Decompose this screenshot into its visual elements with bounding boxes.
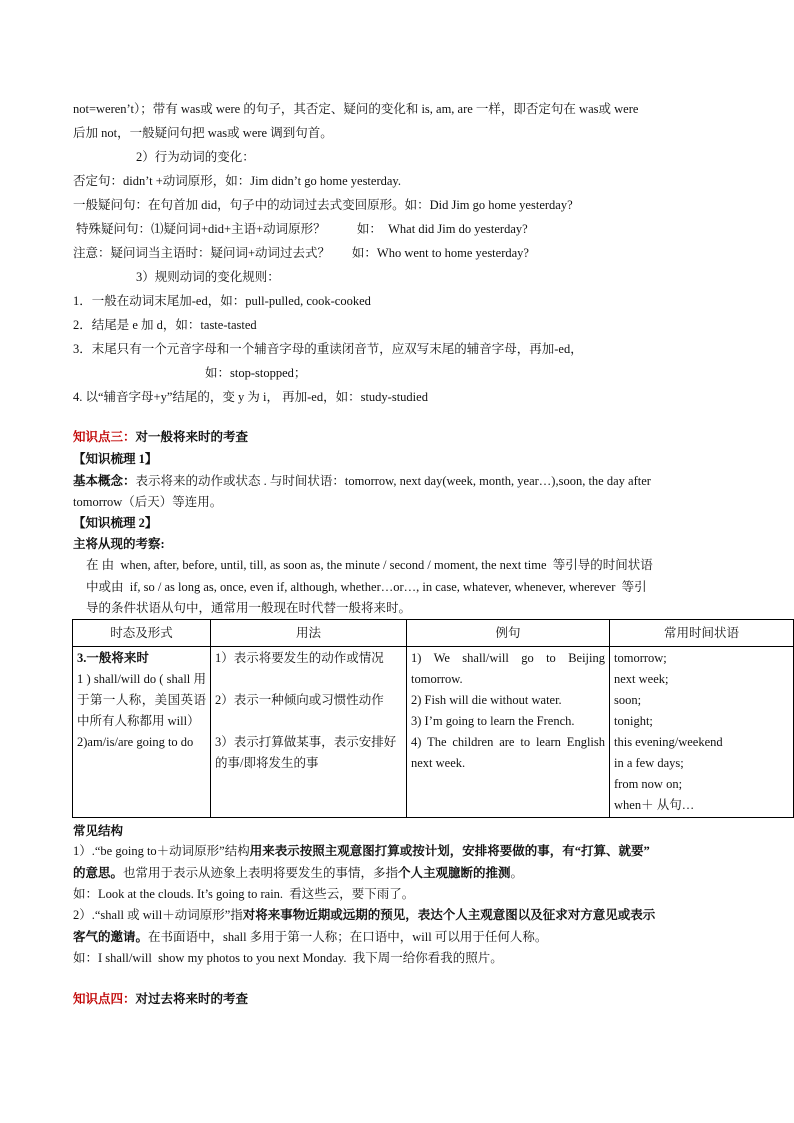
rule-paragraph-1: 在 由 when, after, before, until, till, as soon as, the minute / second / moment, the next time 等引导的时间状语: [86, 558, 653, 572]
basic-concept: [73, 473, 651, 490]
knowledge-sort-1: 【知识梳理 1】: [73, 452, 158, 466]
structure-1-line-2: [73, 865, 523, 882]
table-header-usage: 用法: [211, 620, 407, 647]
time-4: tonight;: [614, 714, 653, 728]
basic-concept-text: 表示将来的动作或状态 . 与时间状语：tomorrow, next day(week, month, year…),soon, the day after: [135, 474, 651, 488]
time-2: next week;: [614, 672, 669, 686]
time-7: from now on;: [614, 777, 683, 791]
section-4-title: 对过去将来时的考查: [135, 992, 249, 1006]
grammar-line-negative: 否定句：didn’t +动词原形，如：Jim didn’t go home yesterday.: [73, 174, 401, 188]
usage-1: 1）表示将要发生的动作或情况: [215, 651, 384, 665]
time-5: this evening/weekend: [614, 735, 723, 749]
tense-form-b: 2)am/is/are going to do: [77, 735, 194, 749]
grammar-subheading-2: 2）行为动词的变化：: [136, 150, 255, 164]
basic-concept-cont: tomorrow（后天）等连用。: [73, 495, 223, 509]
section-4-heading: [73, 991, 248, 1008]
usage-3: 3）表示打算做某事，表示安排好的事/即将发生的事: [215, 735, 397, 770]
structure-1-bold-3: 个人主观臆断的推测: [398, 866, 511, 880]
rule-paragraph-2: 中或由 if, so / as long as, once, even if, although, whether…or…, in case, whatever, whenever, wherever 等引: [86, 580, 647, 594]
table-cell-example: [407, 647, 610, 818]
table-header-example: 例句: [407, 620, 610, 647]
rule-4: 4. 以“辅音字母+y”结尾的，变 y 为 i， 再加-ed，如：study-studied: [73, 390, 428, 404]
example-clouds: 如：Look at the clouds. It’s going to rain. 看这些云，要下雨了。: [73, 887, 415, 901]
tense-title: 3.一般将来时: [77, 651, 149, 665]
table-header-time: 常用时间状语: [610, 620, 794, 647]
structure-1-prefix: 1）.“be going to＋动词原形”结构: [73, 844, 250, 858]
usage-2: 2）表示一种倾向或习惯性动作: [215, 693, 384, 707]
section-3-title: 对一般将来时的考查: [135, 430, 249, 444]
rule-1: 1．一般在动词末尾加-ed，如：pull-pulled, cook-cooked: [73, 294, 371, 308]
rule-3: 3．末尾只有一个元音字母和一个辅音字母的重读闭音节，应双写末尾的辅音字母，再加-ed，: [73, 342, 583, 356]
structure-2-line-2: [73, 929, 547, 946]
rule-3-example: 如：stop-stopped；: [205, 366, 307, 380]
basic-concept-label: 基本概念：: [73, 474, 136, 488]
grammar-subheading-3: 3）规则动词的变化规则：: [136, 270, 280, 284]
example-photos: 如：I shall/will show my photos to you next Monday. 我下周一给你看我的照片。: [73, 951, 503, 965]
grammar-line-2: 后加 not，一般疑问句把 was或 were 调到句首。: [73, 126, 333, 140]
main-clause-heading: 主将从现的考察:: [73, 537, 165, 551]
structure-1-bold: 用来表示按照主观意图打算或按计划，安排将要做的事，有“打算、就要”: [249, 844, 650, 858]
section-3-label: 知识点三：: [73, 430, 136, 444]
grammar-line-special-question: 特殊疑问句：⑴疑问词+did+主语+动词原形？ 如： What did Jim do yesterday?: [76, 222, 528, 236]
time-1: tomorrow;: [614, 651, 667, 665]
common-structure-heading: 常见结构: [73, 824, 124, 838]
structure-2-line-1: [73, 907, 655, 924]
time-3: soon;: [614, 693, 642, 707]
structure-2-bold-2: 客气的邀请。: [73, 930, 149, 944]
grammar-line-question: 一般疑问句：在句首加 did，句子中的动词过去式变回原形。如：Did Jim go home yesterday?: [73, 198, 573, 212]
time-8: when＋ 从句…: [614, 798, 695, 812]
structure-1-line-1: [73, 843, 650, 860]
time-6: in a few days;: [614, 756, 684, 770]
section-3-heading: [73, 429, 248, 446]
structure-1-bold-2: 的意思。: [73, 866, 124, 880]
rule-2: 2．结尾是 e 加 d，如：taste-tasted: [73, 318, 257, 332]
table-cell-usage: [211, 647, 407, 818]
example-1: 1) We shall/will go to Beijing tomorrow.: [411, 651, 605, 686]
example-2: 2) Fish will die without water.: [411, 693, 562, 707]
structure-2-rest: 在书面语中，shall 多用于第一人称；在口语中，will 可以用于任何人称。: [148, 930, 548, 944]
structure-2-prefix: 2）.“shall 或 will＋动词原形”指: [73, 908, 243, 922]
example-3: 3) I’m going to learn the French.: [411, 714, 575, 728]
structure-1-end: 。: [510, 866, 524, 880]
structure-2-bold: 对将来事物近期或远期的预见，表达个人主观意图以及征求对方意见或表示: [242, 908, 656, 922]
section-4-label: 知识点四：: [73, 992, 136, 1006]
grammar-line-note: 注意：疑问词当主语时：疑问词+动词过去式？ 如：Who went to home yesterday?: [73, 246, 529, 260]
table-cell-form: [73, 647, 211, 818]
tense-form-a: 1 ) shall/will do ( shall 用于第一人称，美国英语中所有人称都用 will）: [77, 672, 206, 728]
structure-1-rest: 也常用于表示从迹象上表明将要发生的事情，多指: [123, 866, 399, 880]
future-tense-table: [72, 619, 794, 818]
rule-paragraph-3: 导的条件状语从句中，通常用一般现在时代替一般将来时。: [86, 601, 412, 615]
table-cell-time: [610, 647, 794, 818]
table-row: [73, 647, 794, 818]
table-header-row: [73, 620, 794, 647]
knowledge-sort-2: 【知识梳理 2】: [73, 516, 158, 530]
table-header-form: 时态及形式: [73, 620, 211, 647]
example-4: 4) The children are to learn English next week.: [411, 735, 605, 770]
grammar-line-1: not=weren’t）；带有 was或 were 的句子，其否定、疑问的变化和 is, am, are 一样，即否定句在 was或 were: [73, 102, 639, 116]
